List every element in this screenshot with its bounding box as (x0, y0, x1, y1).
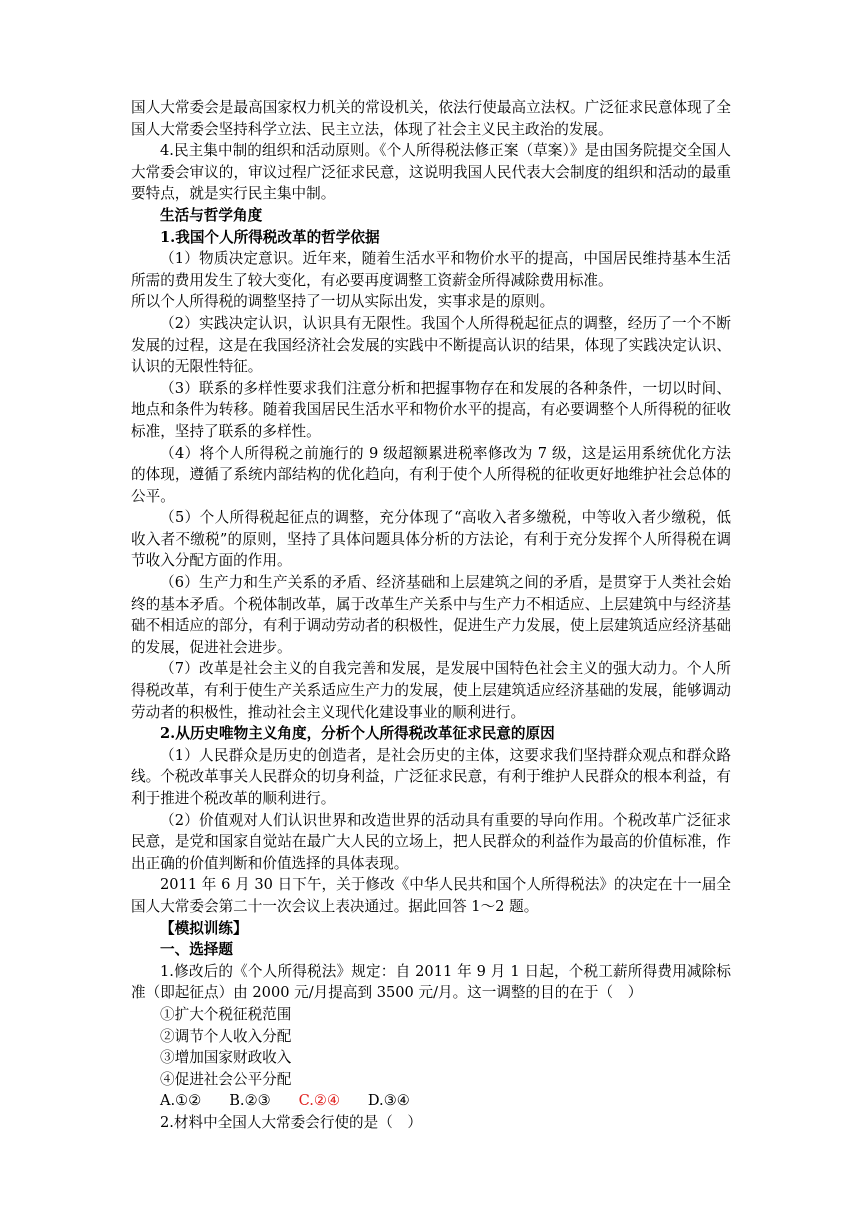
paragraph-democratic-centralism: 4.民主集中制的组织和活动原则。《个人所得税法修正案（草案）》是由国务院提交全国人大常委会审议的，审议过程广泛征求民意，这说明我国人民代表大会制度的组织和活动的最重要特点，就是实行民主集中制。 (131, 142, 731, 203)
paragraph-point-1: （1）物质决定意识。近年来，随着生活水平和物价水平的提高，中国居民维持基本生活所需的费用发生了较大变化，有必要再度调整工资薪金所得减除费用标准。 (131, 250, 731, 289)
paragraph-masses-point-2: （2）价值观对人们认识世界和改造世界的活动具有重要的导向作用。个税改革广泛征求民意，是党和国家自觉站在最广大人民的立场上，把人民群众的利益作为最高的价值标准，作出正确的价值判断和价值选择的具体表现。 (131, 811, 731, 872)
choice-c-answer: C.②④ (298, 1092, 341, 1110)
question-1-option-1: ①扩大个税征税范围 (160, 1005, 292, 1023)
subheading-philosophical-basis: 1.我国个人所得税改革的哲学依据 (160, 228, 380, 246)
paragraph-material-intro: 2011 年 6 月 30 日下午，关于修改《中华人民共和国个人所得税法》的决定在十一届全国人大常委会第二十一次会议上表决通过。据此回答 1～2 题。 (131, 876, 731, 915)
section-heading-practice: 【模拟训练】 (160, 919, 248, 937)
paragraph-point-4: （4）将个人所得税之前施行的 9 级超额累进税率修改为 7 级，这是运用系统优化方法的体现，遵循了系统内部结构的优化趋向，有利于使个人所得税的征收更好地维护社会总体的公平。 (131, 444, 731, 505)
paragraph-point-7: （7）改革是社会主义的自我完善和发展，是发展中国特色社会主义的强大动力。个人所得税改革，有利于使生产关系适应生产力的发展，使上层建筑适应经济基础的发展，能够调动劳动者的积极性，推动社会主义现代化建设事业的顺利进行。 (131, 660, 731, 721)
question-1-option-4: ④促进社会公平分配 (160, 1070, 292, 1088)
paragraph-point-2: （2）实践决定认识，认识具有无限性。我国个人所得税起征点的调整，经历了一个不断发展的过程，这是在我国经济社会发展的实践中不断提高认识的结果，体现了实践决定认识、认识的无限性特征。 (131, 314, 731, 376)
question-1-option-3: ③增加国家财政收入 (160, 1049, 292, 1067)
paragraph-point-6: （6）生产力和生产关系的矛盾、经济基础和上层建筑之间的矛盾，是贯穿于人类社会始终的基本矛盾。个税体制改革，属于改革生产关系中与生产力不相适应、上层建筑中与经济基础不相适应的部分，有利于调动劳动者的积极性，促进生产力发展，使上层建筑适应经济基础的发展，促进社会进步。 (131, 574, 731, 656)
choice-d: D.③④ (367, 1092, 410, 1110)
paragraph-point-3: （3）联系的多样性要求我们注意分析和把握事物存在和发展的各种条件，一切以时间、地点和条件为转移。随着我国居民生活水平和物价水平的提高，有必要调整个人所得税的征收标准，坚持了联系的多样性。 (131, 379, 731, 440)
paragraph-point-1-conclusion: 所以个人所得税的调整坚持了一切从实际出发，实事求是的原则。 (131, 293, 555, 311)
paragraph-npc-standing-committee: 国人大常委会是最高国家权力机关的常设机关，依法行使最高立法权。广泛征求民意体现了全国人大常委会坚持科学立法、民主立法，体现了社会主义民主政治的发展。 (131, 99, 731, 138)
question-2-stem: 2.材料中全国人大常委会行使的是（ ） (160, 1113, 423, 1131)
question-1-choices (131, 1090, 731, 1112)
subheading-multiple-choice: 一、选择题 (160, 941, 233, 959)
paragraph-masses-point-1: （1）人民群众是历史的创造者，是社会历史的主体，这要求我们坚持群众观点和群众路线。个税改革事关人民群众的切身利益，广泛征求民意，有利于维护人民群众的根本利益，有利于推进个税改革的顺利进行。 (131, 746, 731, 807)
question-1-stem: 1.修改后的《个人所得税法》规定：自 2011 年 9 月 1 日起，个税工薪所得费用减除标准（即起征点）由 2000 元/月提高到 3500 元/月。这一调整的目的在于（ ） (131, 962, 731, 1002)
question-1-option-2: ②调节个人收入分配 (160, 1027, 292, 1045)
section-heading-philosophy: 生活与哲学角度 (160, 206, 263, 224)
subheading-historical-materialism: 2.从历史唯物主义角度，分析个人所得税改革征求民意的原因 (160, 725, 555, 743)
choice-a: A.①② (160, 1092, 202, 1110)
choice-b: B.②③ (229, 1092, 271, 1110)
document-page (131, 97, 731, 1134)
paragraph-point-5: （5）个人所得税起征点的调整，充分体现了“高收入者多缴税，中等收入者少缴税，低收入者不缴税”的原则，坚持了具体问题具体分析的方法论，有利于充分发挥个人所得税在调节收入分配方面的作用。 (131, 509, 731, 570)
